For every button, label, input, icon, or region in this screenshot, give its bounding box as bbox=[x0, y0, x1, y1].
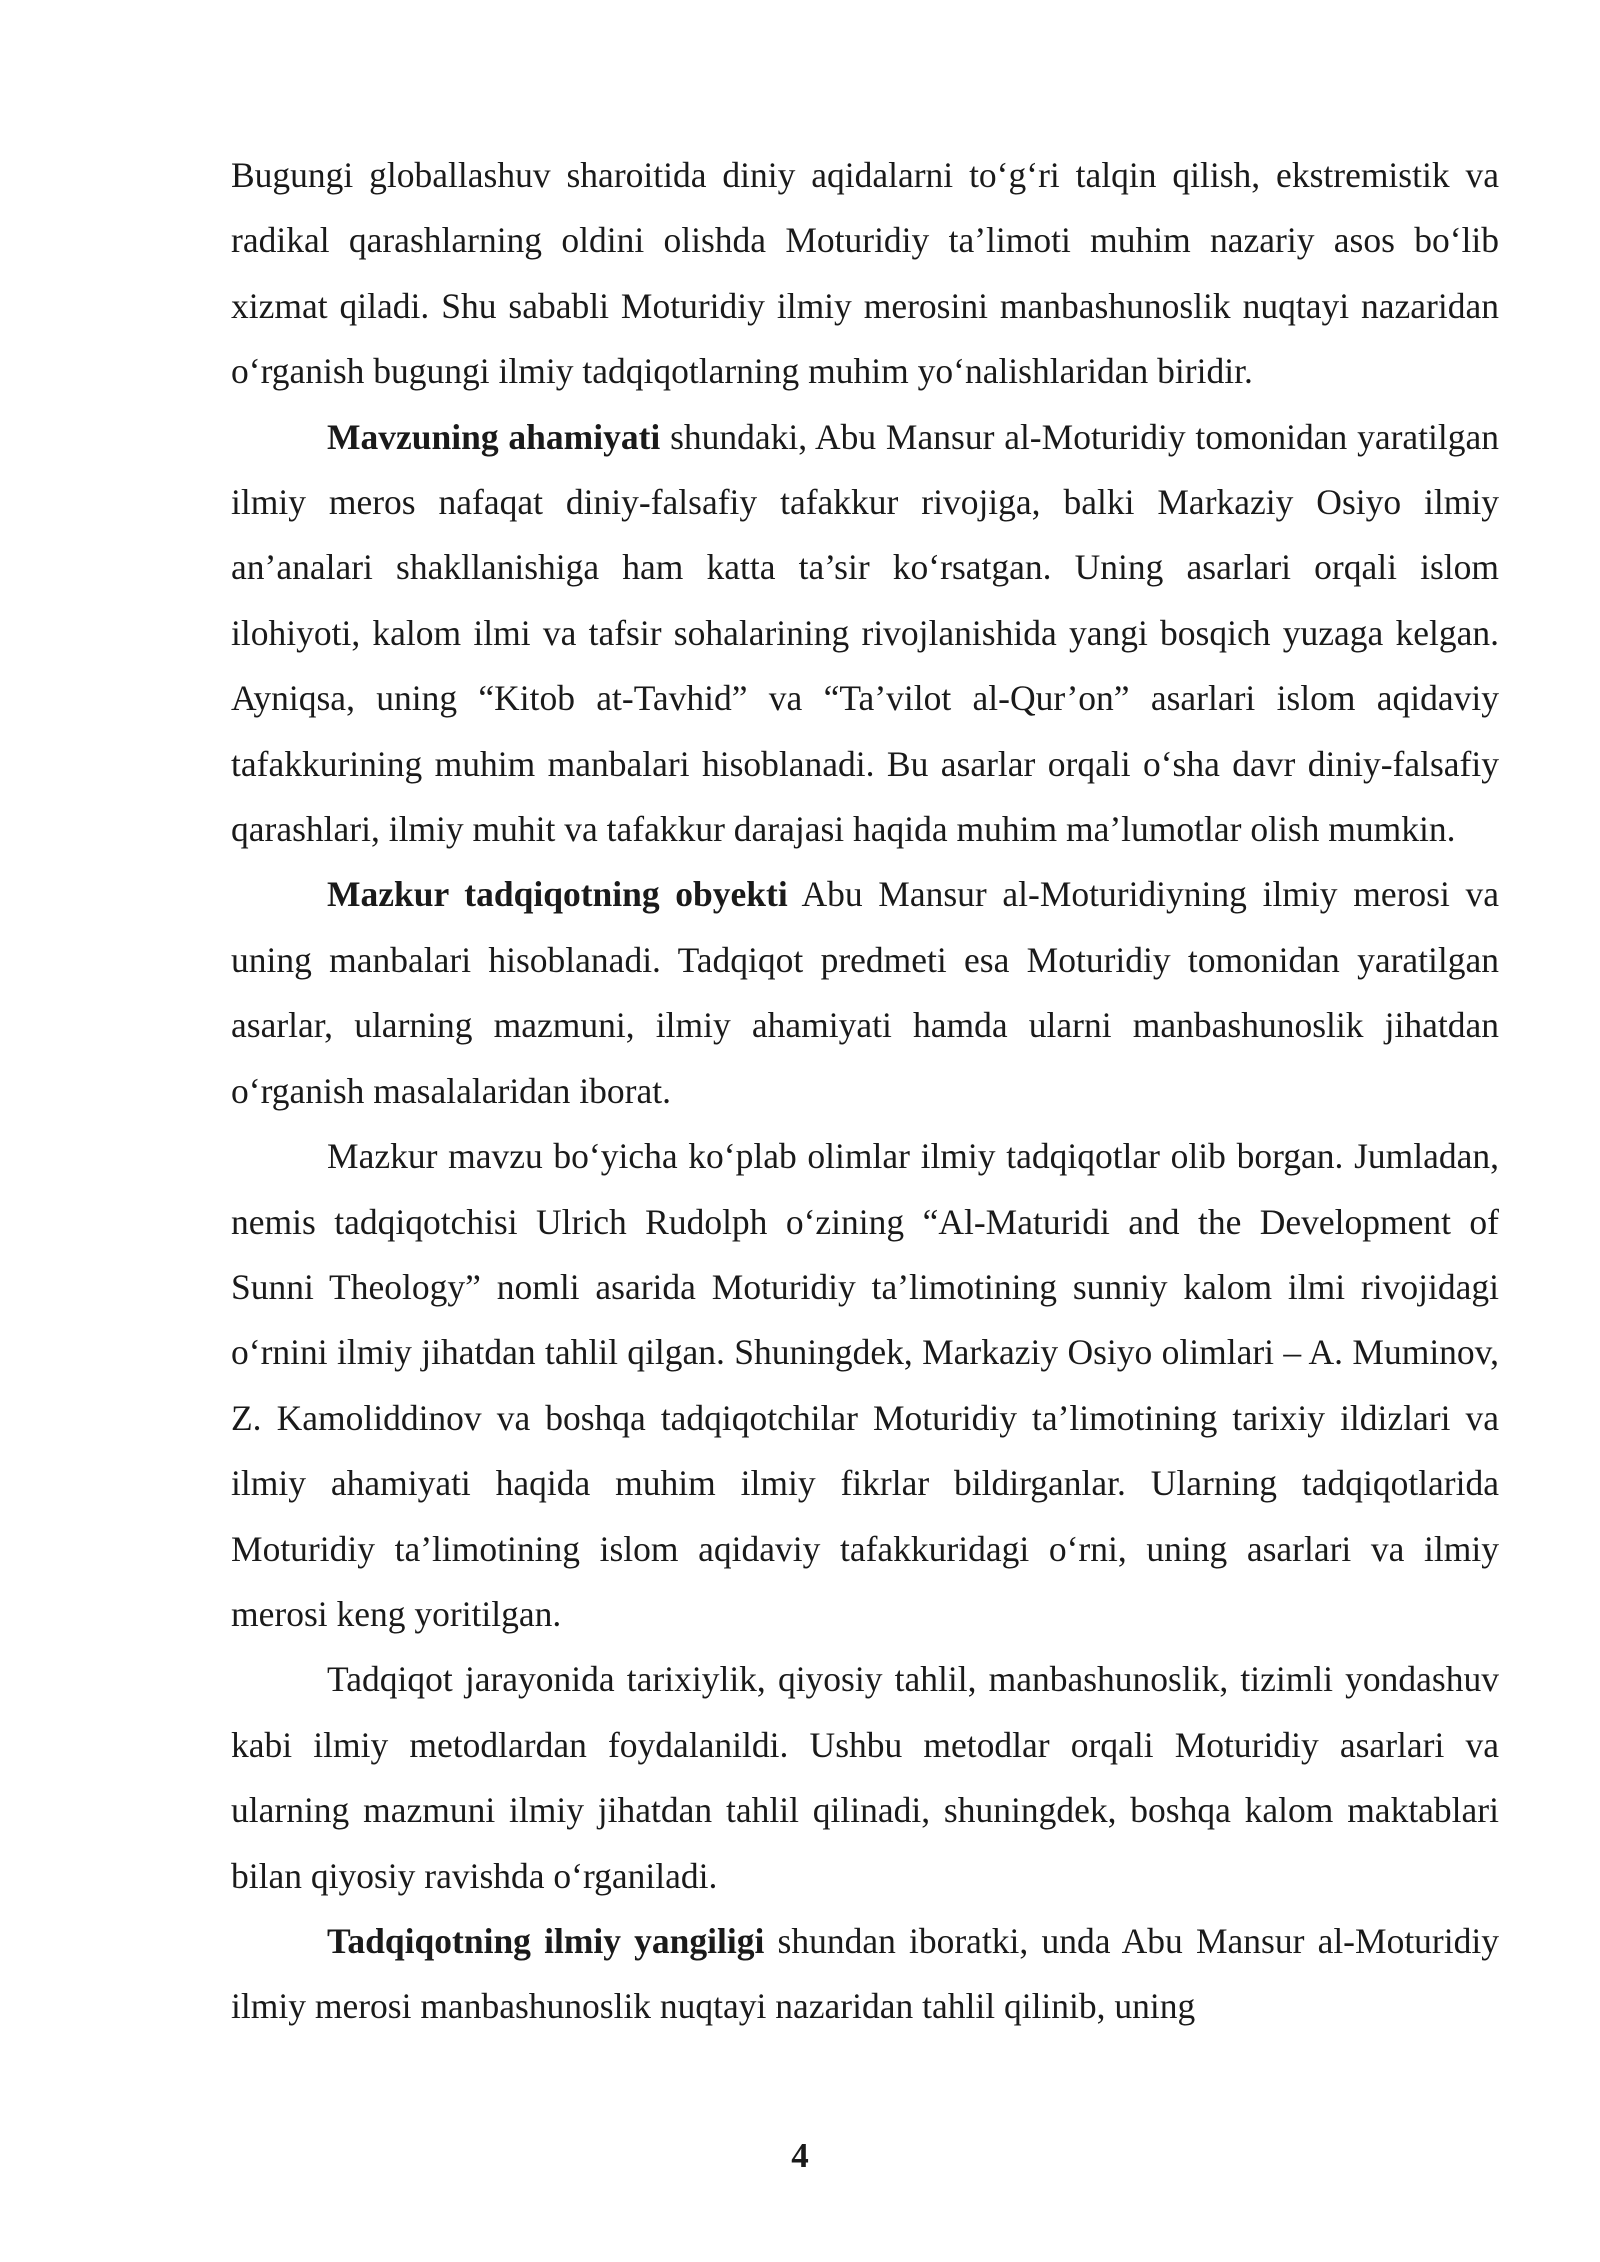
paragraph-6-text: shundan iboratki, unda Abu Mansur al-Moturidiy ilmiy merosi manbashunoslik nuqtayi nazaridan tahlil qilinib, uning bbox=[231, 1920, 1499, 2027]
paragraph-5-text: Tadqiqot jarayonida tarixiylik, qiyosiy tahlil, manbashunoslik, tizimli yondashuv kabi ilmiy metodlardan foydalanildi. Ushbu metodlar orqali Moturidiy asarlari va ularning mazmuni ilmiy jihatdan tahlil qilinadi, shuningdek, boshqa kalom maktablari bilan qiyosiy ravishda o‘rganiladi. bbox=[231, 1659, 1499, 1896]
paragraph-2-lead: Mavzuning ahamiyati bbox=[327, 416, 661, 457]
paragraph-1 bbox=[231, 143, 1499, 405]
document-body bbox=[231, 143, 1499, 2040]
paragraph-3-text: Abu Mansur al-Moturidiyning ilmiy merosi va uning manbalari hisoblanadi. Tadqiqot predmeti esa Moturidiy tomonidan yaratilgan asarlar, ularning mazmuni, ilmiy ahamiyati hamda ularni manbashunoslik jihatdan o‘rganish masalalaridan iborat. bbox=[231, 874, 1499, 1111]
paragraph-6-lead: Tadqiqotning ilmiy yangiligi bbox=[327, 1920, 765, 1961]
paragraph-2-text: shundaki, Abu Mansur al-Moturidiy tomonidan yaratilgan ilmiy meros nafaqat diniy-falsafiy tafakkur rivojiga, balki Markaziy Osiyo ilmiy an’analari shakllanishiga ham katta ta’sir ko‘rsatgan. Uning asarlari orqali islom ilohiyoti, kalom ilmi va tafsir sohalarining rivojlanishida yangi bosqich yuzaga kelgan. Ayniqsa, uning “Kitob at-Tavhid” va “Ta’vilot al-Qur’on” asarlari islom aqidaviy tafakkurining muhim manbalari hisoblanadi. Bu asarlar orqali o‘sha davr diniy-falsafiy qarashlari, ilmiy muhit va tafakkur darajasi haqida muhim ma’lumotlar olish mumkin. bbox=[231, 416, 1499, 850]
page-number: 4 bbox=[791, 2136, 809, 2175]
paragraph-3-lead: Mazkur tadqiqotning obyekti bbox=[327, 874, 788, 915]
paragraph-3 bbox=[231, 862, 1499, 1124]
paragraph-1-text: Bugungi globallashuv sharoitida diniy aqidalarni to‘g‘ri talqin qilish, ekstremistik va radikal qarashlarning oldini olishda Moturidiy ta’limoti muhim nazariy asos bo‘lib xizmat qiladi. Shu sababli Moturidiy ilmiy merosini manbashunoslik nuqtayi nazaridan o‘rganish bugungi ilmiy tadqiqotlarning muhim yo‘nalishlaridan biridir. bbox=[231, 155, 1499, 392]
paragraph-6 bbox=[231, 1909, 1499, 2040]
paragraph-5 bbox=[231, 1647, 1499, 1909]
paragraph-4 bbox=[231, 1124, 1499, 1647]
paragraph-4-text: Mazkur mavzu bo‘yicha ko‘plab olimlar ilmiy tadqiqotlar olib borgan. Jumladan, nemis tadqiqotchisi Ulrich Rudolph o‘zining “Al-Maturidi and the Development of Sunni Theology” nomli asarida Moturidiy ta’limotining sunniy kalom ilmi rivojidagi o‘rnini ilmiy jihatdan tahlil qilgan. Shuningdek, Markaziy Osiyo olimlari – A. Muminov, Z. Kamoliddinov va boshqa tadqiqotchilar Moturidiy ta’limotining tarixiy ildizlari va ilmiy ahamiyati haqida muhim ilmiy fikrlar bildirganlar. Ularning tadqiqotlarida Moturidiy ta’limotining islom aqidaviy tafakkuridagi o‘rni, uning asarlari va ilmiy merosi keng yoritilgan. bbox=[231, 1136, 1499, 1634]
paragraph-2 bbox=[231, 405, 1499, 863]
